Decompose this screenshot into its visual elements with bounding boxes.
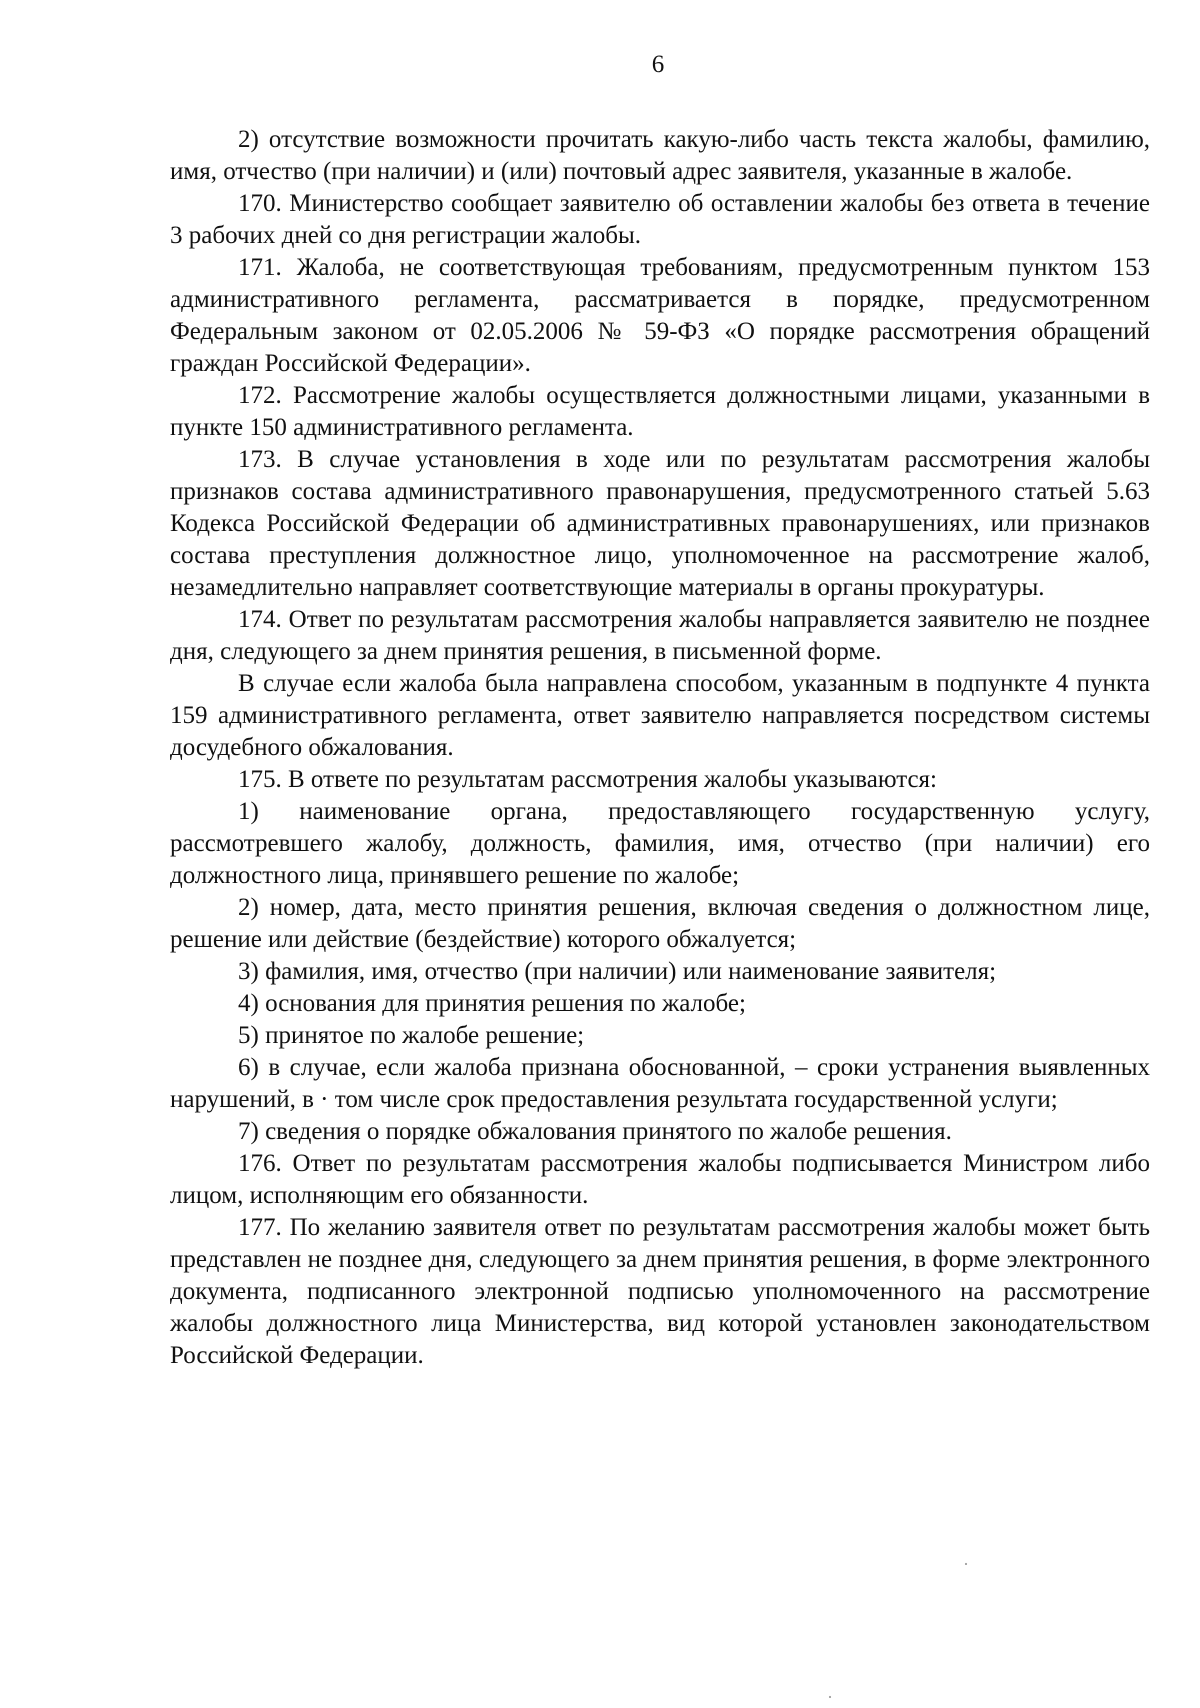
paragraph-item-2: 2) отсутствие возможности прочитать какую-либо часть текста жалобы, фамилию, имя, отчество (при наличии) и (или) почтовый адрес заявителя, указанные в жалобе. bbox=[170, 126, 1150, 185]
paragraph-174-continuation: В случае если жалоба была направлена способом, указанным в подпункте 4 пункта 159 административного регламента, ответ заявителю направляется посредством системы досудебного обжалования. bbox=[170, 670, 1150, 761]
list-item-7: 7) сведения о порядке обжалования принятого по жалобе решения. bbox=[238, 1118, 952, 1145]
list-item-1: 1) наименование органа, предоставляющего государственную услугу, рассмотревшего жалобу, должность, фамилия, имя, отчество (при наличии) его должностного лица, принявшего решение по жалобе; bbox=[170, 798, 1150, 889]
page-number: 6 bbox=[651, 51, 665, 78]
paragraph-170: 170. Министерство сообщает заявителю об оставлении жалобы без ответа в течение 3 рабочих дней со дня регистрации жалобы. bbox=[170, 190, 1150, 249]
scan-dot: · bbox=[963, 1554, 969, 1574]
paragraph-172: 172. Рассмотрение жалобы осуществляется должностными лицами, указанными в пункте 150 административного регламента. bbox=[170, 382, 1150, 441]
paragraph-171: 171. Жалоба, не соответствующая требованиям, предусмотренным пунктом 153 административного регламента, рассматривается в порядке, предусмотренном Федеральным законом от 02.05.2006 № 59-ФЗ «О порядке рассмотрения обращений граждан Российской Федерации». bbox=[170, 254, 1150, 377]
scan-dot: · bbox=[827, 1687, 833, 1707]
list-item-6: 6) в случае, если жалоба признана обоснованной, – сроки устранения выявленных нарушений, в · том числе срок предоставления результата государственной услуги; bbox=[170, 1054, 1150, 1113]
list-item-5: 5) принятое по жалобе решение; bbox=[238, 1022, 585, 1049]
paragraph-173: 173. В случае установления в ходе или по результатам рассмотрения жалобы признаков состава административного правонарушения, предусмотренного статьей 5.63 Кодекса Российской Федерации об административных правонарушениях, или признаков состава преступления должностное лицо, уполномоченное на рассмотрение жалоб, незамедлительно направляет соответствующие материалы в органы прокуратуры. bbox=[170, 446, 1150, 601]
list-item-3: 3) фамилия, имя, отчество (при наличии) или наименование заявителя; bbox=[238, 958, 997, 985]
paragraph-177: 177. По желанию заявителя ответ по результатам рассмотрения жалобы может быть представлен не позднее дня, следующего за днем принятия решения, в форме электронного документа, подписанного электронной подписью уполномоченного на рассмотрение жалобы должностного лица Министерства, вид которой установлен законодательством Российской Федерации. bbox=[170, 1214, 1150, 1369]
document-body bbox=[170, 124, 1150, 1372]
list-item-2: 2) номер, дата, место принятия решения, включая сведения о должностном лице, решение или действие (бездействие) которого обжалуется; bbox=[170, 894, 1150, 953]
paragraph-174: 174. Ответ по результатам рассмотрения жалобы направляется заявителю не позднее дня, следующего за днем принятия решения, в письменной форме. bbox=[170, 606, 1150, 665]
paragraph-175: 175. В ответе по результатам рассмотрения жалобы указываются: bbox=[238, 766, 937, 793]
paragraph-176: 176. Ответ по результатам рассмотрения жалобы подписывается Министром либо лицом, исполняющим его обязанности. bbox=[170, 1150, 1150, 1209]
list-item-4: 4) основания для принятия решения по жалобе; bbox=[238, 990, 746, 1017]
